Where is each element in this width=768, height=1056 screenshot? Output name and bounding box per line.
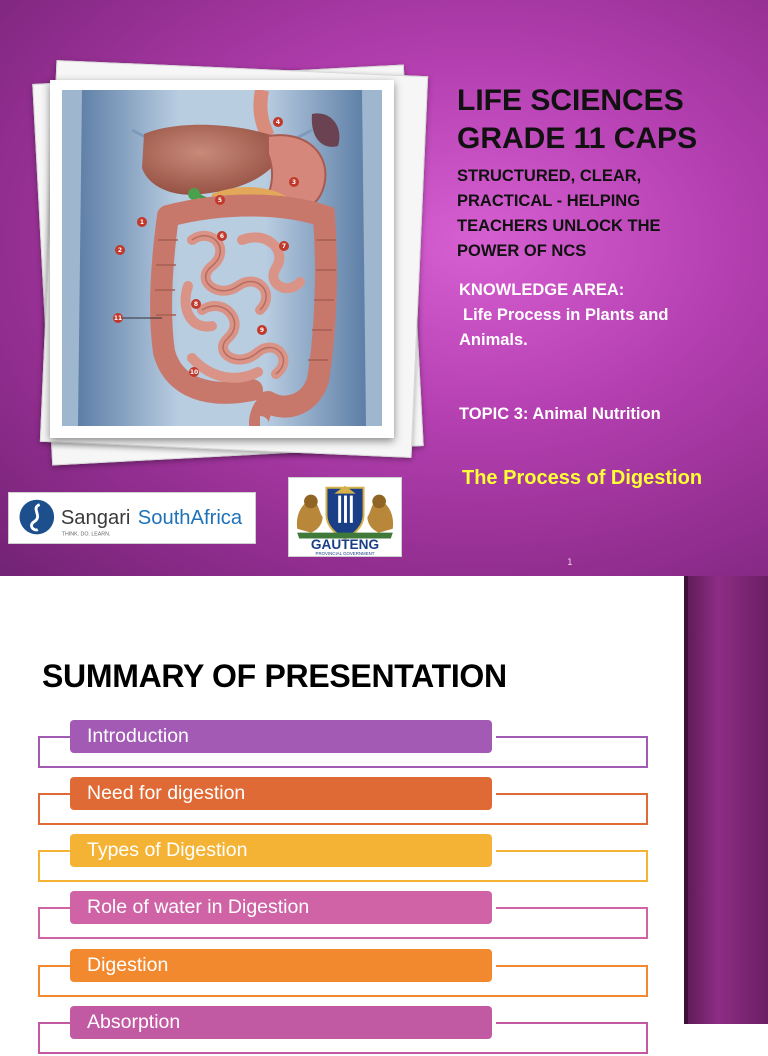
diagram-label-4: 4 [275,119,281,126]
agenda-item-digestion [0,949,660,999]
diagram-label-7: 7 [281,243,287,250]
gauteng-wordmark: GAUTENG [310,537,380,553]
diagram-label-1: 1 [139,219,145,226]
agenda-pill: Digestion [70,949,492,982]
agenda-item-types-of-digestion [0,834,660,884]
subtitle-line: PRACTICAL - HELPING [457,192,641,210]
slide-number: 1 [567,558,573,568]
decorative-side-strip [684,576,768,1024]
sangari-logo-graphic [9,493,255,543]
knowledge-area [459,278,759,353]
diagram-label-9: 9 [259,327,265,334]
subtitle-line: STRUCTURED, CLEAR, [457,167,642,185]
agenda-pill: Absorption [70,1006,492,1039]
agenda-item-introduction [0,720,660,770]
sangari-logo [8,492,256,544]
summary-title: SUMMARY OF PRESENTATION [42,658,507,694]
diagram-label-5: 5 [217,197,223,204]
diagram-label-8: 8 [193,301,199,308]
diagram-label-2: 2 [117,247,123,254]
agenda-item-absorption [0,1006,660,1056]
subtitle [457,164,757,264]
diagram-label-11: 11 [113,315,123,322]
process-heading: The Process of Digestion [462,467,703,489]
agenda-pill: Types of Digestion [70,834,492,867]
gauteng-logo [288,477,402,557]
subtitle-line: POWER OF NCS [457,242,587,260]
knowledge-area-line-1: Life Process in Plants and [463,306,669,324]
agenda-item-role-of-water [0,891,660,941]
knowledge-area-line-2: Animals. [459,331,528,349]
gauteng-crest-graphic [289,478,401,556]
agenda-pill: Need for digestion [70,777,492,810]
digestive-system-illustration [62,90,382,426]
gauteng-subtext: PROVINCIAL GOVERNMENT [315,551,375,556]
slide-title-block [457,82,757,264]
agenda-pill: Introduction [70,720,492,753]
diagram-label-6: 6 [219,233,225,240]
digestive-system-photo [36,68,436,468]
agenda-item-need-for-digestion [0,777,660,827]
diagram-label-3: 3 [291,179,297,186]
summary-slide [0,576,768,1033]
title-line-2: GRADE 11 CAPS [457,122,698,155]
photo-frame-front [50,80,394,438]
sangari-wordmark-light: SouthAfrica [137,506,243,529]
sangari-tagline: THINK. DO. LEARN. [61,531,111,538]
agenda-pill: Role of water in Digestion [70,891,492,924]
sangari-wordmark-dark: Sangari [60,506,131,529]
knowledge-area-label: KNOWLEDGE AREA: [459,281,625,299]
diagram-label-10: 10 [189,369,199,376]
topic-label: TOPIC 3: Animal Nutrition [459,405,661,423]
subtitle-line: TEACHERS UNLOCK THE [457,217,661,235]
title-line-1: LIFE SCIENCES [457,84,684,117]
